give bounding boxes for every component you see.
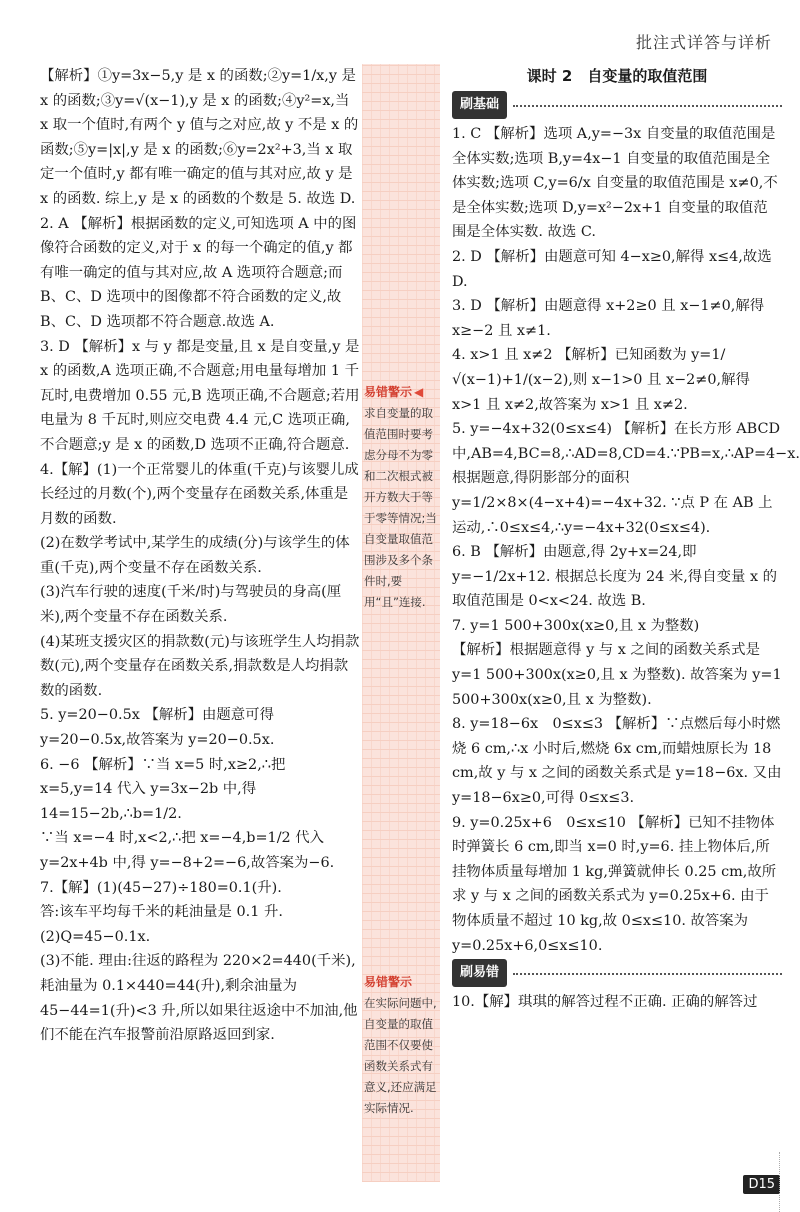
arrow-right-icon: ◀ <box>414 385 424 399</box>
paragraph: (4)某班支援灾区的捐款数(元)与该班学生人均捐款数(元),两个变量存在函数关系,捐款数是人均捐款数的函数. <box>40 633 360 699</box>
paragraph: ∵当 x=−4 时,x<2,∴把 x=−4,b=1/2 代入 y=2x+4b 中,得 y=−8+2=−6,故答案为−6. <box>40 830 335 871</box>
paragraph: 6. B 【解析】由题意,得 2y+x=24,即 y=−1/2x+12. 根据总长度为 24 米,得自变量 x 的取值范围是 0<x<24. 故选 B. <box>452 544 778 610</box>
paragraph: 答:该车平均每千米的耗油量是 0.1 升. <box>40 904 283 921</box>
page-header <box>0 0 800 58</box>
right-column <box>452 64 800 1015</box>
page-corner-decoration <box>779 1152 800 1212</box>
paragraph: 9. y=0.25x+6 0≤x≤10 【解析】已知不挂物体时弹簧长 6 cm,即当 x=0 时,y=6. 挂上物体后,所挂物体质量每增加 1 kg,弹簧就伸长 0.25 cm,故所求 y 与 x 之间的函数关系式为 y=0.25x+6. 由于物体质量不超过 10 kg,故 0≤x≤10. 故答案为 y=0.25x+6,0≤x≤10. <box>452 814 777 954</box>
page-number: D15 <box>743 1175 780 1194</box>
section-badge: 刷基础 <box>452 91 507 120</box>
paragraph: (3)不能. 理由:往返的路程为 220×2=440(千米),耗油量为 0.1×440=44(升),剩余油量为 45−44=1(升)<3 升,所以如果往返途中不加油,他们不能在汽车报警前沿原路返回到家. <box>40 953 358 1044</box>
side-note-text: 求自变量的取值范围时要考虑分母不为零和二次根式被开方数大于等于零等情况;当自变量取值范围涉及多个条件时,要用“且”连接. <box>364 406 437 609</box>
section-header <box>452 92 782 118</box>
side-note <box>364 972 440 1119</box>
paragraph: 3. D 【解析】x 与 y 都是变量,且 x 是自变量,y 是 x 的函数,A 选项正确,不合题意;用电量每增加 1 千瓦时,电费增加 0.55 元,B 选项正确,不合题意;若用电量为 8 千瓦时,则应交电费 4.4 元,C 选项正确,不合题意;y 是 x 的函数,D 选项不正确,符合题意. <box>40 338 360 453</box>
dotted-rule <box>513 105 782 107</box>
section-header <box>452 960 782 986</box>
section-badge: 刷易错 <box>452 959 507 988</box>
paragraph: 【解析】根据题意得 y 与 x 之间的函数关系式是 y=1 500+300x(x≥0,且 x 为整数). 故答案为 y=1 500+300x(x≥0,且 x 为整数). <box>452 642 782 708</box>
paragraph: 10.【解】琪琪的解答过程不正确. 正确的解答过 <box>452 994 758 1011</box>
paragraph: 6. −6 【解析】∵当 x=5 时,x≥2,∴把 x=5,y=14 代入 y=3x−2b 中,得 14=15−2b,∴b=1/2. <box>40 756 286 822</box>
lesson-title: 课时 2 自变量的取值范围 <box>526 67 708 85</box>
paragraph: (2)Q=45−0.1x. <box>40 928 151 945</box>
left-column <box>40 64 360 1048</box>
paragraph: 【解析】①y=3x−5,y 是 x 的函数;②y=1/x,y 是 x 的函数;③y=√(x−1),y 是 x 的函数;④y²=x,当 x 取一个值时,有两个 y 值与之对应,故 y 不是 x 的函数;⑤y=|x|,y 是 x 的函数;⑥y=2x²+3,当 x 取定一个值时,y 都有唯一确定的值与其对应,故 y 是 x 的函数. 综上,y 是 x 的函数的个数是 5. 故选 D. <box>40 68 359 207</box>
header-title: 批注式详答与详析 <box>635 33 772 52</box>
side-note <box>364 382 440 613</box>
paragraph: (2)在数学考试中,某学生的成绩(分)与该学生的体重(千克),两个变量不存在函数关系. <box>40 535 350 576</box>
side-note-head <box>364 972 440 993</box>
paragraph: 4.【解】(1)一个正常婴儿的体重(千克)与该婴儿成长经过的月数(个),两个变量存在函数关系,体重是月数的函数. <box>40 461 359 527</box>
side-note-title: 易错警示 <box>364 975 413 989</box>
paragraph: 5. y=−4x+32(0≤x≤4) 【解析】在长方形 ABCD 中,AB=4,BC=8,∴AD=8,CD=4.∵PB=x,∴AP=4−x. 根据题意,得阴影部分的面积 y=1/2×8×(4−x+4)=−4x+32. ∵点 P 在 AB 上运动,∴0≤x≤4,∴y=−4x+32(0≤x≤4). <box>452 421 800 536</box>
paragraph: 2. D 【解析】由题意可知 4−x≥0,解得 x≤4,故选 D. <box>452 248 772 290</box>
side-note-title: 易错警示 <box>364 385 413 399</box>
paragraph: 7. y=1 500+300x(x≥0,且 x 为整数) <box>452 617 700 634</box>
paragraph: 3. D 【解析】由题意得 x+2≥0 且 x−1≠0,解得 x≥−2 且 x≠1. <box>452 298 765 339</box>
paragraph: 5. y=20−0.5x 【解析】由题意可得 y=20−0.5x,故答案为 y=20−0.5x. <box>40 707 275 749</box>
side-note-text: 在实际问题中,自变量的取值范围不仅要使函数关系式有意义,还应满足实际情况. <box>364 996 437 1115</box>
side-note-head <box>364 382 440 403</box>
paragraph: 1. C 【解析】选项 A,y=−3x 自变量的取值范围是全体实数;选项 B,y=4x−1 自变量的取值范围是全体实数;选项 C,y=6/x 自变量的取值范围是 x≠0,不是全体实数;选项 D,y=x²−2x+1 自变量的取值范围是全体实数. 故选 C. <box>452 126 778 241</box>
paragraph: 8. y=18−6x 0≤x≤3 【解析】∵点燃后每小时燃烧 6 cm,∴x 小时后,燃烧 6x cm,而蜡烛原长为 18 cm,故 y 与 x 之间的函数关系式是 y=18−6x. 又由 y=18−6x≥0,可得 0≤x≤3. <box>452 716 782 807</box>
paragraph: 4. x>1 且 x≠2 【解析】已知函数为 y=1/√(x−1)+1/(x−2),则 x−1>0 且 x−2≠0,解得 x>1 且 x≠2,故答案为 x>1 且 x≠2. <box>452 347 750 413</box>
paragraph: 2. A 【解析】根据函数的定义,可知选项 A 中的图像符合函数的定义,对于 x 的每一个确定的值,y 都有唯一确定的值与其对应,故 A 选项符合题意;而 B、C、D 选项中的图像都不符合函数的定义,故 B、C、D 选项都不符合题意.故选 A. <box>40 215 357 330</box>
paragraph: 7.【解】(1)(45−27)÷180=0.1(升). <box>40 879 282 896</box>
dotted-rule <box>513 973 782 975</box>
paragraph: (3)汽车行驶的速度(千米/时)与驾驶员的身高(厘米),两个变量不存在函数关系. <box>40 584 342 626</box>
